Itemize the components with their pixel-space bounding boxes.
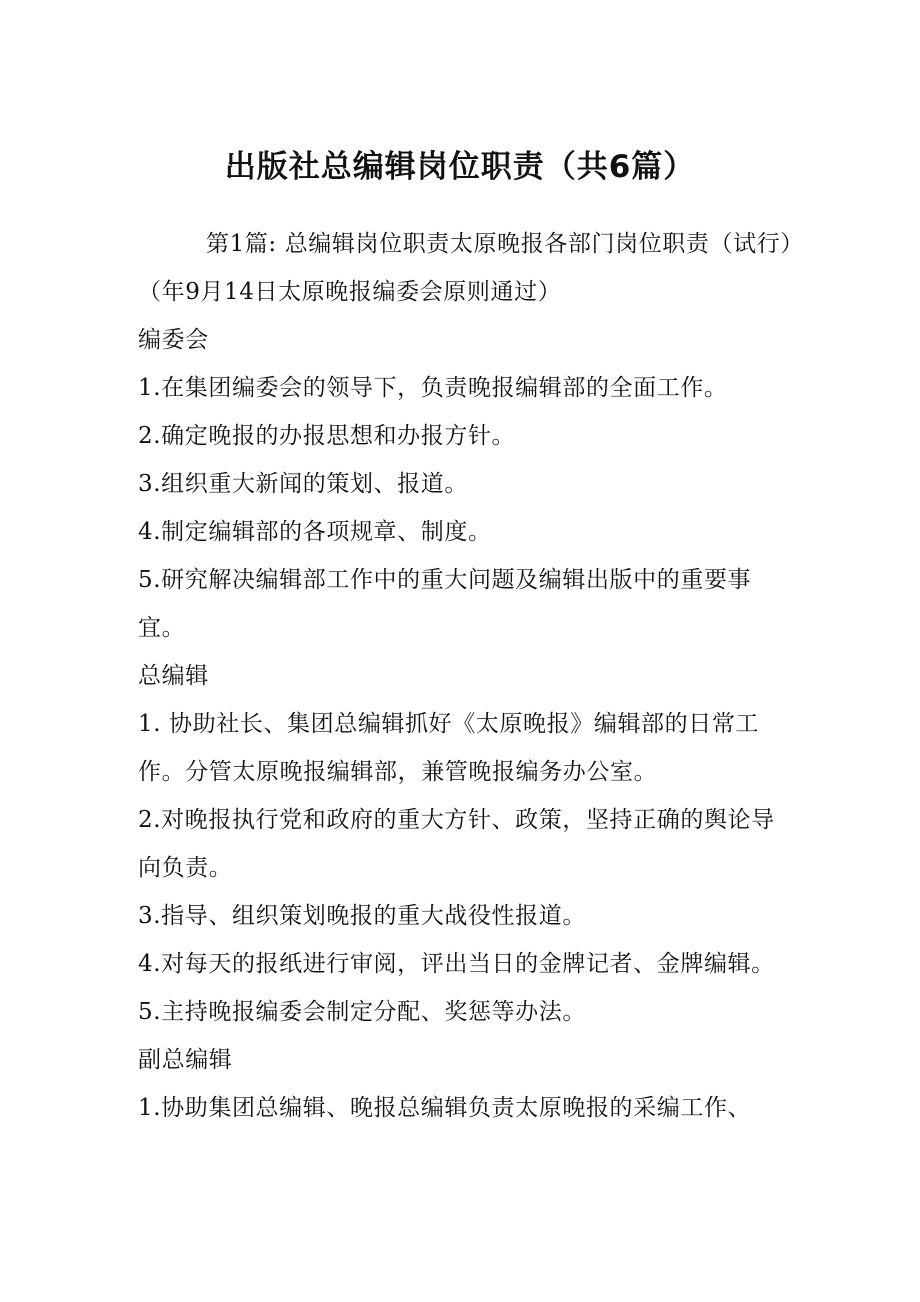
list-item: 1. 协助社长、集团总编辑抓好《太原晚报》编辑部的日常工作。分管太原晚报编辑部，兼管晚报编务办公室。 <box>138 711 760 785</box>
list-item: 5.主持晚报编委会制定分配、奖惩等办法。 <box>138 999 586 1025</box>
section-heading: 总编辑 <box>138 663 209 689</box>
list-item: 1.在集团编委会的领导下，负责晚报编辑部的全面工作。 <box>138 375 728 401</box>
document-body <box>138 220 804 1132</box>
list-item: 1.协助集团总编辑、晚报总编辑负责太原晚报的采编工作、 <box>138 1095 752 1121</box>
list-item: 2.确定晚报的办报思想和办报方针。 <box>138 423 516 449</box>
section-heading: 编委会 <box>138 327 209 353</box>
list-item: 5.研究解决编辑部工作中的重大问题及编辑出版中的重要事宜。 <box>138 567 752 641</box>
list-item: 4.对每天的报纸进行审阅，评出当日的金牌记者、金牌编辑。 <box>138 951 775 977</box>
document-title: 出版社总编辑岗位职责（共6篇） <box>224 149 696 185</box>
list-item: 2.对晚报执行党和政府的重大方针、政策，坚持正确的舆论导向负责。 <box>138 807 775 881</box>
list-item: 3.指导、组织策划晚报的重大战役性报道。 <box>138 903 586 929</box>
list-item: 3.组织重大新闻的策划、报道。 <box>138 471 468 497</box>
intro-paragraph: 第1篇: 总编辑岗位职责太原晚报各部门岗位职责（试行） <box>206 231 804 257</box>
list-item: 4.制定编辑部的各项规章、制度。 <box>138 519 492 545</box>
section-heading: 副总编辑 <box>138 1047 233 1073</box>
date-note: （年9月14日太原晚报编委会原则通过） <box>138 279 562 305</box>
